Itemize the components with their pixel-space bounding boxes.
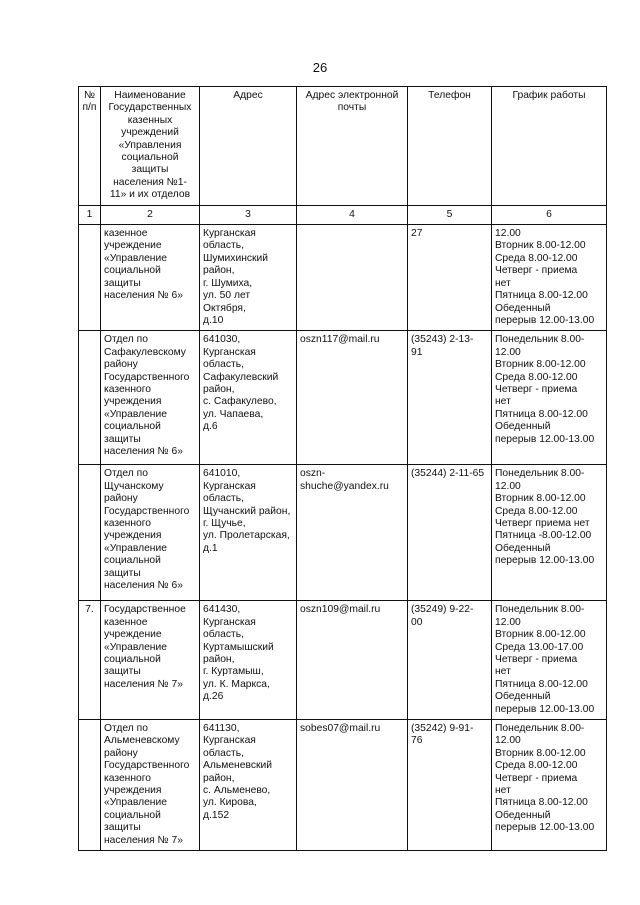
cell-line: населения № 6» — [104, 579, 183, 591]
cell-no — [79, 719, 101, 850]
cell-line: ул. Кирова, — [203, 797, 257, 809]
column-number-cell: 1 — [79, 205, 101, 224]
cell-line: Сафакулевскому — [104, 346, 186, 358]
cell-line: перерыв 12.00-13.00 — [495, 314, 595, 326]
cell-line: Среда 8.00-12.00 — [495, 505, 578, 517]
cell-institution — [101, 225, 200, 331]
cell-line: нет — [495, 666, 511, 678]
cell-line: 91 — [411, 346, 423, 358]
cell-line: Курганская — [203, 346, 256, 358]
cell-line: казенного — [104, 383, 152, 395]
cell-line: социальной — [104, 555, 161, 567]
cell-line: 11» и их отделов — [109, 189, 191, 201]
cell-line: oszn109@mail.ru — [300, 604, 381, 616]
cell-schedule — [492, 719, 607, 850]
cell-line: Пятница 8.00-12.00 — [495, 408, 588, 420]
cell-phone — [408, 601, 492, 720]
cell-line: населения № 7» — [104, 834, 183, 846]
cell-line: shuche@yandex.ru — [300, 480, 389, 492]
cell-line: 27 — [411, 228, 423, 240]
cell-line: Понедельник 8.00- — [495, 722, 585, 734]
cell-line: Пятница 8.00-12.00 — [495, 797, 588, 809]
cell-line: нет — [495, 277, 511, 289]
column-header-schedule — [492, 87, 607, 206]
cell-line: 641430, — [203, 604, 241, 616]
cell-line: ул. К. Маркса, — [203, 678, 270, 690]
cell-line: 641010, — [203, 468, 241, 480]
cell-schedule — [492, 465, 607, 601]
cell-line: учреждение — [104, 629, 162, 641]
cell-address — [200, 331, 297, 465]
cell-line: Обеденный — [495, 809, 551, 821]
cell-email — [297, 601, 408, 720]
cell-line: район, — [203, 772, 235, 784]
cell-line: защиты — [104, 567, 141, 579]
cell-line: Среда 8.00-12.00 — [495, 371, 578, 383]
cell-line: учреждения — [104, 396, 162, 408]
cell-line: Пятница -8.00-12.00 — [495, 530, 592, 542]
cell-line: Вторник 8.00-12.00 — [495, 629, 586, 641]
cell-line: Вторник 8.00-12.00 — [495, 493, 586, 505]
cell-line: перерыв 12.00-13.00 — [495, 555, 595, 567]
cell-line: № — [83, 90, 96, 101]
cell-line: д.6 — [203, 421, 218, 433]
cell-line: Среда 8.00-12.00 — [495, 252, 578, 264]
cell-line: sobes07@mail.ru — [300, 722, 381, 734]
cell-line: Альменевскому — [104, 735, 180, 747]
cell-line: учреждений — [121, 127, 179, 139]
column-header-no — [79, 87, 101, 206]
cell-line: 12.00 — [495, 480, 521, 492]
cell-line: (35244) 2-11-65 — [411, 468, 485, 480]
cell-schedule — [492, 331, 607, 465]
cell-institution — [101, 719, 200, 850]
cell-line: Альменевский — [203, 760, 272, 772]
cell-line: Государственного — [104, 505, 190, 517]
cell-line: перерыв 12.00-13.00 — [495, 822, 595, 834]
cell-line: ул. Пролетарская, — [203, 530, 290, 542]
cell-line: населения №1- — [113, 176, 187, 188]
cell-line: Сафакулевский — [203, 371, 279, 383]
column-number-cell: 6 — [492, 205, 607, 224]
cell-address — [200, 465, 297, 601]
cell-no — [79, 225, 101, 331]
cell-line: «Управления — [118, 139, 182, 151]
cell-line: 12.00 — [495, 616, 521, 628]
column-header-institution — [101, 87, 200, 206]
cell-line: казенного — [104, 772, 152, 784]
cell-phone — [408, 225, 492, 331]
cell-email — [297, 719, 408, 850]
column-number-cell: 2 — [101, 205, 200, 224]
cell-line: область, — [203, 240, 244, 252]
cell-line: Телефон — [428, 90, 471, 101]
cell-line: «Управление — [104, 542, 167, 554]
cell-line: Пятница 8.00-12.00 — [495, 290, 588, 302]
cell-email — [297, 465, 408, 601]
cell-line: ул. 50 лет — [203, 290, 251, 302]
column-number-row — [79, 205, 607, 224]
cell-line: 641130, — [203, 722, 240, 734]
cell-line: Наименование — [114, 90, 186, 101]
cell-line: защиты — [104, 822, 141, 834]
cell-line: защиты — [104, 277, 141, 289]
cell-line: казенных — [127, 114, 173, 126]
cell-phone — [408, 719, 492, 850]
cell-line: Пятница 8.00-12.00 — [495, 678, 588, 690]
cell-line: учреждения — [104, 530, 162, 542]
column-number-cell: 4 — [297, 205, 408, 224]
cell-line: г. Щучье, — [203, 517, 246, 529]
cell-line: защиты — [104, 433, 141, 445]
cell-line: Отдел по — [104, 722, 148, 734]
cell-email — [297, 331, 408, 465]
cell-line: Вторник 8.00-12.00 — [495, 747, 586, 759]
cell-line: 12.00 — [495, 346, 521, 358]
cell-line: казенное — [104, 228, 148, 240]
column-header-address — [200, 87, 297, 206]
cell-institution — [101, 331, 200, 465]
cell-line: область, — [203, 493, 244, 505]
cell-phone — [408, 331, 492, 465]
cell-line: Адрес электронной — [305, 90, 399, 101]
cell-line: Адрес — [233, 90, 263, 101]
cell-line: п/п — [82, 102, 97, 114]
cell-line: 00 — [411, 616, 423, 628]
cell-line: График работы — [512, 90, 586, 101]
cell-institution — [101, 465, 200, 601]
cell-line: Четверг приема нет — [495, 517, 590, 529]
cell-line: район, — [203, 265, 235, 277]
cell-address — [200, 719, 297, 850]
cell-line: Понедельник 8.00- — [495, 334, 585, 346]
cell-line: населения № 6» — [104, 445, 183, 457]
cell-line: Государственного — [104, 760, 190, 772]
cell-line: району — [104, 359, 138, 371]
cell-line: Курганская — [203, 228, 256, 240]
cell-no — [79, 331, 101, 465]
cell-line: учреждения — [104, 785, 162, 796]
cell-line: д.26 — [203, 691, 224, 703]
cell-no — [79, 465, 101, 601]
cell-line: Щучанский район, — [203, 505, 291, 517]
table-row — [79, 601, 607, 720]
table-body — [79, 225, 607, 851]
cell-line: «Управление — [104, 641, 167, 653]
cell-line: Четверг - приема — [495, 265, 578, 277]
cell-line: Обеденный — [495, 421, 551, 433]
cell-line: социальной — [104, 421, 161, 433]
cell-line: г. Куртамыш, — [203, 666, 264, 678]
cell-line: району — [104, 747, 138, 759]
cell-line: 12.00 — [495, 228, 521, 240]
cell-line: Среда 8.00-12.00 — [495, 760, 578, 772]
column-number-cell: 3 — [200, 205, 297, 224]
cell-line: Четверг - приема — [495, 653, 578, 665]
cell-line: почты — [337, 102, 367, 114]
cell-line: г. Шумиха, — [203, 277, 253, 289]
cell-line: Понедельник 8.00- — [495, 604, 585, 616]
cell-line: населения № 6» — [104, 290, 183, 302]
cell-line: казенного — [104, 517, 152, 529]
cell-line: д.152 — [203, 809, 230, 821]
cell-line: Куртамышский — [203, 641, 274, 653]
cell-line: нет — [495, 785, 511, 796]
cell-line: д.1 — [203, 542, 218, 554]
cell-line: Обеденный — [495, 542, 551, 554]
cell-line: нет — [495, 396, 511, 408]
cell-line: Отдел по — [104, 334, 148, 346]
cell-line: социальной — [121, 152, 179, 164]
column-header-email — [297, 87, 408, 206]
cell-line: (35242) 9-91- — [411, 722, 474, 734]
cell-line: казенное — [104, 616, 148, 628]
table-row — [79, 719, 607, 850]
cell-line: учреждение — [104, 240, 162, 252]
cell-line: перерыв 12.00-13.00 — [495, 433, 595, 445]
cell-address — [200, 601, 297, 720]
cell-no: 7. — [79, 601, 101, 720]
cell-address — [200, 225, 297, 331]
cell-line: социальной — [104, 653, 161, 665]
cell-line: 12.00 — [495, 735, 521, 747]
cell-phone — [408, 465, 492, 601]
cell-email — [297, 225, 408, 331]
cell-line: район, — [203, 653, 235, 665]
cell-line: Среда 13.00-17.00 — [495, 641, 584, 653]
institutions-table — [78, 86, 607, 851]
cell-line: «Управление — [104, 408, 167, 420]
cell-line: Шумихинский — [203, 252, 269, 264]
cell-line: oszn- — [300, 468, 326, 480]
page-number: 26 — [312, 60, 328, 75]
table-row — [79, 465, 607, 601]
column-header-phone — [408, 87, 492, 206]
cell-line: Вторник 8.00-12.00 — [495, 359, 586, 371]
cell-line: область, — [203, 629, 244, 641]
cell-line: 76 — [411, 735, 423, 747]
cell-schedule — [492, 225, 607, 331]
cell-line: Обеденный — [495, 302, 551, 314]
cell-line: Государственного — [104, 371, 190, 383]
cell-line: с. Сафакулево, — [203, 396, 277, 408]
cell-line: 641030, — [203, 334, 241, 346]
cell-line: защиты — [131, 164, 169, 176]
cell-line: «Управление — [104, 797, 167, 809]
cell-line: Курганская — [203, 616, 256, 628]
column-number-cell: 5 — [408, 205, 492, 224]
cell-line: Отдел по — [104, 468, 148, 480]
cell-line: населения № 7» — [104, 678, 183, 690]
cell-line: с. Альменево, — [203, 785, 271, 796]
cell-line: социальной — [104, 265, 161, 277]
cell-line: ул. Чапаева, — [203, 408, 264, 420]
cell-line: Щучанскому — [104, 480, 164, 492]
cell-line: область, — [203, 747, 244, 759]
cell-line: Курганская — [203, 480, 256, 492]
cell-line: «Управление — [104, 252, 167, 264]
cell-schedule — [492, 601, 607, 720]
cell-line: Понедельник 8.00- — [495, 468, 585, 480]
cell-line: Государственное — [104, 604, 186, 616]
cell-line: Октября, — [203, 302, 246, 314]
cell-line: социальной — [104, 809, 161, 821]
table-header-row — [79, 87, 607, 206]
cell-line: перерыв 12.00-13.00 — [495, 703, 595, 715]
cell-line: (35249) 9-22- — [411, 604, 474, 616]
cell-line: oszn117@mail.ru — [300, 334, 380, 346]
cell-line: область, — [203, 359, 244, 371]
table-row — [79, 225, 607, 331]
cell-line: (35243) 2-13- — [411, 334, 474, 346]
cell-line: Четверг - приема — [495, 383, 578, 395]
cell-line: району — [104, 493, 138, 505]
cell-institution — [101, 601, 200, 720]
cell-line: Вторник 8.00-12.00 — [495, 240, 586, 252]
cell-line: Государственных — [108, 102, 192, 114]
cell-line: Обеденный — [495, 691, 551, 703]
cell-line: Курганская — [203, 735, 256, 747]
cell-line: защиты — [104, 666, 141, 678]
cell-line: Четверг - приема — [495, 772, 578, 784]
table-row — [79, 331, 607, 465]
cell-line: д.10 — [203, 314, 224, 326]
cell-line: район, — [203, 383, 235, 395]
